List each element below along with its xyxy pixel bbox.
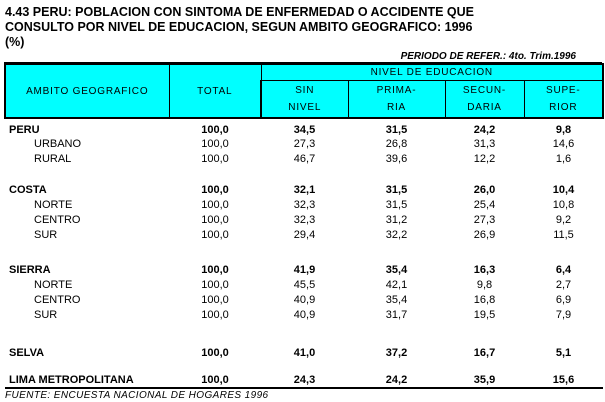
spacer-row xyxy=(5,322,603,345)
table-body xyxy=(5,118,603,388)
header-text-line: NIVEL xyxy=(288,101,322,113)
table-title xyxy=(5,5,605,50)
table-row xyxy=(5,212,603,227)
value-cell: 37,2 xyxy=(385,346,408,359)
value-cell: 32,2 xyxy=(385,228,408,241)
row-label: RURAL xyxy=(34,152,72,165)
col-header-primaria xyxy=(348,80,445,118)
value-cell: 46,7 xyxy=(293,152,316,165)
value-cell: 31,3 xyxy=(473,137,496,150)
row-label: CENTRO xyxy=(34,213,81,226)
value-cell: 35,9 xyxy=(445,373,524,388)
value-cell: 100,0 xyxy=(201,308,229,321)
value-cell: 31,5 xyxy=(385,124,408,136)
value-cell: 19,5 xyxy=(473,308,496,321)
value-cell: 42,1 xyxy=(385,278,408,291)
value-cell: 100,0 xyxy=(201,263,229,276)
table-row xyxy=(5,182,603,197)
row-label: SUR xyxy=(34,308,58,321)
table-row xyxy=(5,227,603,242)
header-text-line: PRIMA- xyxy=(376,84,417,96)
document-page xyxy=(0,5,605,402)
value-cell: 40,9 xyxy=(293,293,316,306)
value-cell: 100,0 xyxy=(201,228,229,241)
row-label: URBANO xyxy=(34,137,82,150)
row-label: SELVA xyxy=(9,346,45,359)
value-cell: 100,0 xyxy=(201,278,229,291)
value-cell: 40,9 xyxy=(293,308,316,321)
col-header-secundaria xyxy=(445,80,524,118)
statistics-table xyxy=(4,63,604,389)
row-label: SUR xyxy=(34,228,58,241)
value-cell: 100,0 xyxy=(201,198,229,211)
value-cell: 14,6 xyxy=(552,137,575,150)
row-label: NORTE xyxy=(34,278,73,291)
value-cell: 16,8 xyxy=(473,293,496,306)
value-cell: 26,8 xyxy=(385,137,408,150)
row-label: NORTE xyxy=(34,198,73,211)
value-cell: 9,8 xyxy=(476,278,493,291)
group-header-nivel-educacion: NIVEL DE EDUCACION xyxy=(261,64,603,80)
header-text-line: RIA xyxy=(386,101,407,113)
value-cell: 25,4 xyxy=(473,198,496,211)
value-cell: 26,9 xyxy=(473,228,496,241)
value-cell: 100,0 xyxy=(201,346,229,359)
value-cell: 7,9 xyxy=(555,308,572,321)
header-text-line: SECUN- xyxy=(462,84,507,96)
header-text-line: SIN xyxy=(295,84,315,96)
value-cell: 32,1 xyxy=(293,183,316,196)
value-cell: 32,3 xyxy=(293,213,316,226)
header-text-line: RIOR xyxy=(549,101,578,113)
value-cell: 24,3 xyxy=(261,373,348,388)
header-text-line: DARIA xyxy=(467,101,502,113)
row-label: PERU xyxy=(9,124,40,136)
value-cell: 100,0 xyxy=(169,373,261,388)
table-row xyxy=(5,197,603,212)
table-row xyxy=(5,118,603,136)
value-cell: 41,9 xyxy=(293,263,316,276)
header-row-group xyxy=(5,64,603,80)
table-row xyxy=(5,307,603,322)
title-line-1: 4.43 PERU: POBLACION CON SINTOMA DE ENFERMEDAD O ACCIDENTE QUE xyxy=(5,5,475,19)
value-cell: 31,2 xyxy=(385,213,408,226)
col-header-superior xyxy=(524,80,603,118)
value-cell: 39,6 xyxy=(385,152,408,165)
value-cell: 100,0 xyxy=(201,213,229,226)
value-cell: 27,3 xyxy=(473,213,496,226)
value-cell: 9,2 xyxy=(555,213,572,226)
value-cell: 41,0 xyxy=(293,346,316,359)
spacer-cell xyxy=(5,166,603,182)
col-header-total: TOTAL xyxy=(169,64,261,118)
table-row xyxy=(5,136,603,151)
value-cell: 100,0 xyxy=(201,124,229,136)
value-cell: 6,9 xyxy=(555,293,572,306)
row-label: SIERRA xyxy=(9,263,51,276)
source-note: FUENTE: ENCUESTA NACIONAL DE HOGARES 1996 xyxy=(5,390,269,401)
col-header-sin-nivel xyxy=(261,80,348,118)
value-cell: 35,4 xyxy=(385,293,408,306)
spacer-cell xyxy=(5,360,603,373)
value-cell: 31,5 xyxy=(385,198,408,211)
value-cell: 1,6 xyxy=(555,152,572,165)
value-cell: 100,0 xyxy=(201,152,229,165)
table-row xyxy=(5,345,603,360)
value-cell: 5,1 xyxy=(555,346,572,359)
title-line-2: CONSULTO POR NIVEL DE EDUCACION, SEGUN AMBITO GEOGRAFICO: 1996 xyxy=(5,20,473,34)
value-cell: 100,0 xyxy=(201,137,229,150)
spacer-row xyxy=(5,166,603,182)
value-cell: 31,7 xyxy=(385,308,408,321)
row-label: LIMA METROPOLITANA xyxy=(5,373,169,388)
value-cell: 45,5 xyxy=(293,278,316,291)
value-cell: 11,5 xyxy=(553,228,574,241)
header-text-line: SUPE- xyxy=(545,84,581,96)
value-cell: 24,2 xyxy=(348,373,445,388)
value-cell: 35,4 xyxy=(385,263,408,276)
spacer-row xyxy=(5,360,603,373)
value-cell: 16,7 xyxy=(473,346,496,359)
row-label: COSTA xyxy=(9,183,47,196)
value-cell: 100,0 xyxy=(201,293,229,306)
table-row xyxy=(5,277,603,292)
value-cell: 31,5 xyxy=(385,183,408,196)
value-cell: 26,0 xyxy=(473,183,496,196)
spacer-row xyxy=(5,242,603,262)
table-header xyxy=(5,64,603,118)
table-row xyxy=(5,373,603,388)
spacer-cell xyxy=(5,242,603,262)
value-cell: 16,3 xyxy=(473,263,496,276)
period-reference-note: PERIODO DE REFER.: 4to. Trim.1996 xyxy=(4,50,602,63)
table-row xyxy=(5,151,603,166)
value-cell: 15,6 xyxy=(524,373,603,388)
value-cell: 10,8 xyxy=(552,198,575,211)
value-cell: 10,4 xyxy=(552,183,575,196)
col-header-ambito-geografico: AMBITO GEOGRAFICO xyxy=(5,64,169,118)
title-line-3: (%) xyxy=(5,35,25,49)
table-row xyxy=(5,262,603,277)
table-row xyxy=(5,292,603,307)
value-cell: 6,4 xyxy=(555,263,572,276)
value-cell: 34,5 xyxy=(293,124,316,136)
value-cell: 32,3 xyxy=(293,198,316,211)
value-cell: 12,2 xyxy=(473,152,496,165)
value-cell: 29,4 xyxy=(293,228,316,241)
row-label: CENTRO xyxy=(34,293,81,306)
value-cell: 24,2 xyxy=(473,124,496,136)
value-cell: 27,3 xyxy=(293,137,316,150)
value-cell: 2,7 xyxy=(555,278,572,291)
value-cell: 100,0 xyxy=(201,183,229,196)
value-cell: 9,8 xyxy=(555,124,572,136)
spacer-cell xyxy=(5,322,603,345)
